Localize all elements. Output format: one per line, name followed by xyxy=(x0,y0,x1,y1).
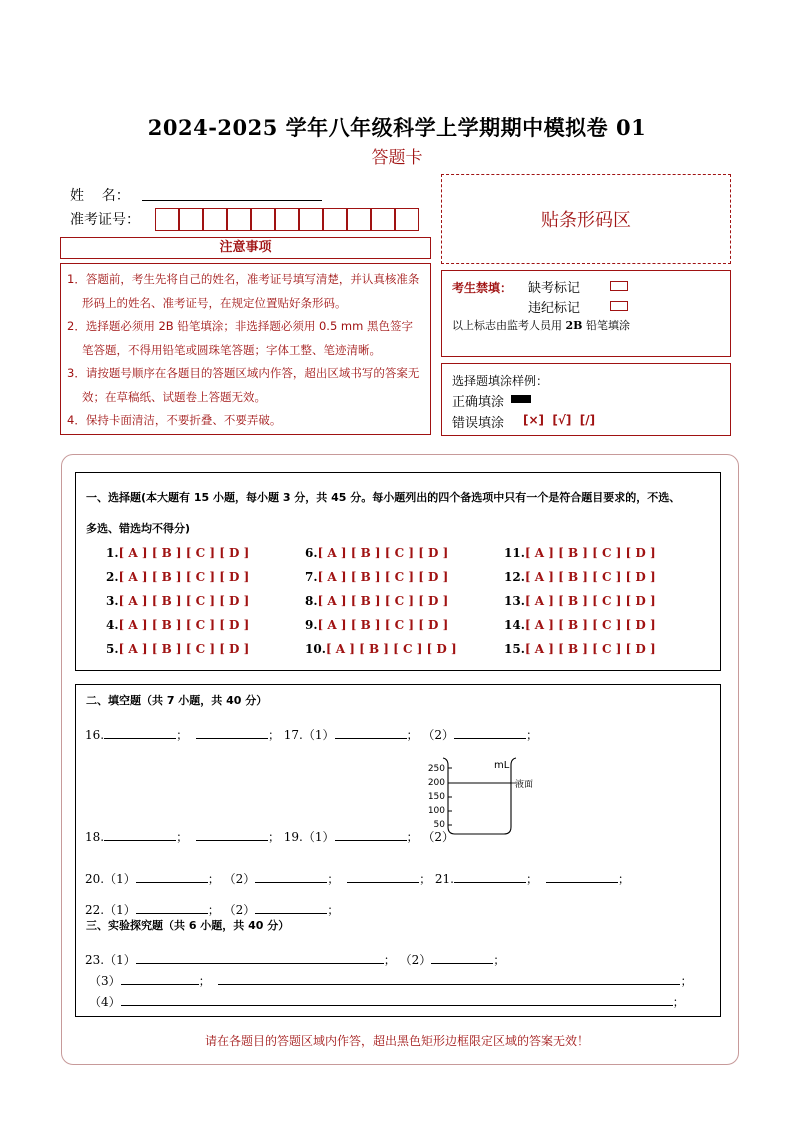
answer-blank[interactable] xyxy=(546,871,618,883)
question-number: 5. xyxy=(106,642,119,656)
question-number: 10. xyxy=(305,642,326,656)
forbidden-note-pre: 以上标志由监考人员用 xyxy=(452,319,562,332)
notice-item: 1．答题前，考生先将自己的姓名，准考证号填写清楚，并认真核准条形码上的姓名、准考证号，在规定位置贴好条形码。 xyxy=(67,272,420,310)
id-digit-box[interactable] xyxy=(299,208,323,231)
violation-mark-label: 违纪标记 xyxy=(528,301,581,316)
filled-sample-mark xyxy=(511,395,531,403)
answer-options[interactable]: [ A ] [ B ] [ C ] [ D ] xyxy=(118,546,250,560)
notice-item: 3．请按题号顺序在各题目的答题区域内作答，超出区域书写的答案无效；在草稿纸、试题卷上答题无效。 xyxy=(67,366,420,404)
answer-blank[interactable] xyxy=(218,973,680,985)
separator: ； xyxy=(327,872,340,886)
answer-blank[interactable] xyxy=(196,727,268,739)
answer-options[interactable]: [ A ] [ B ] [ C ] [ D ] xyxy=(317,570,449,584)
q22-part2-label: （2） xyxy=(223,903,256,917)
q22-label: 22.（1） xyxy=(85,903,136,917)
choice-question xyxy=(305,570,448,584)
question-number: 9. xyxy=(305,618,318,632)
id-digit-box[interactable] xyxy=(251,208,275,231)
choice-question xyxy=(305,618,448,632)
answer-blank[interactable] xyxy=(104,829,176,841)
answer-blank[interactable] xyxy=(335,727,407,739)
question-number: 7. xyxy=(305,570,318,584)
choice-question xyxy=(305,546,448,560)
separator: ； xyxy=(406,830,419,844)
q20-row xyxy=(85,870,630,887)
answer-options[interactable]: [ A ] [ B ] [ C ] [ D ] xyxy=(317,594,449,608)
q19-part2-label: （2） xyxy=(422,830,454,844)
question-number: 4. xyxy=(106,618,119,632)
separator: ； xyxy=(267,728,280,742)
answer-options[interactable]: [ A ] [ B ] [ C ] [ D ] xyxy=(118,642,250,656)
id-digit-box[interactable] xyxy=(275,208,299,231)
page-title: 2024-2025 学年八年级科学上学期期中模拟卷 01 xyxy=(147,115,647,140)
answer-blank[interactable] xyxy=(454,727,526,739)
id-digit-box[interactable] xyxy=(203,208,227,231)
q23-part2-label: （2） xyxy=(399,953,432,967)
answer-blank[interactable] xyxy=(104,727,176,739)
separator: ； xyxy=(680,974,693,988)
barcode-area xyxy=(441,174,731,264)
choice-section xyxy=(75,472,721,671)
question-number: 6. xyxy=(305,546,318,560)
answer-blank[interactable] xyxy=(136,871,208,883)
sample-correct-label: 正确填涂 xyxy=(452,395,505,410)
id-digit-box[interactable] xyxy=(347,208,371,231)
violation-mark-box[interactable] xyxy=(610,301,628,311)
choice-question xyxy=(106,570,249,584)
beaker-scale xyxy=(421,762,445,832)
notice-item: 4．保持卡面清洁，不要折叠、不要弄破。 xyxy=(67,413,282,427)
sample-wrong-label: 错误填涂 xyxy=(452,416,505,431)
name-label: 姓 名： xyxy=(70,188,130,204)
question-number: 2. xyxy=(106,570,119,584)
page-subtitle: 答题卡 xyxy=(371,148,423,168)
q23-part3-row xyxy=(89,972,693,989)
notice-title: 注意事项 xyxy=(60,237,431,259)
q17-label: 17.（1） xyxy=(283,728,335,742)
choice-question xyxy=(106,642,249,656)
answer-blank[interactable] xyxy=(255,902,327,914)
sample-title: 选择题填涂样例： xyxy=(452,374,549,388)
forbidden-note-post: 铅笔填涂 xyxy=(585,319,630,332)
forbidden-note xyxy=(452,317,630,333)
fill-section xyxy=(75,684,721,1017)
answer-options[interactable]: [ A ] [ B ] [ C ] [ D ] xyxy=(317,546,449,560)
answer-blank[interactable] xyxy=(196,829,268,841)
q21-label: 21. xyxy=(434,872,454,886)
id-digit-box[interactable] xyxy=(227,208,251,231)
beaker-tick: 250 xyxy=(427,764,445,774)
answer-blank[interactable] xyxy=(431,952,493,964)
absent-mark-box[interactable] xyxy=(610,281,628,291)
separator: ； xyxy=(406,728,419,742)
choice-question xyxy=(504,570,656,584)
choice-question xyxy=(305,594,448,608)
answer-options[interactable]: [ A ] [ B ] [ C ] [ D ] xyxy=(524,546,656,560)
separator: ； xyxy=(526,728,539,742)
q23-part4-row xyxy=(89,993,685,1010)
answer-options[interactable]: [ A ] [ B ] [ C ] [ D ] xyxy=(325,642,457,656)
forbidden-label: 考生禁填： xyxy=(452,281,513,295)
answer-options[interactable]: [ A ] [ B ] [ C ] [ D ] xyxy=(317,618,449,632)
q23-part3-label: （3） xyxy=(89,974,121,988)
separator: ； xyxy=(176,728,189,742)
q20-label: 20.（1） xyxy=(85,872,136,886)
answer-blank[interactable] xyxy=(136,902,208,914)
answer-options[interactable]: [ A ] [ B ] [ C ] [ D ] xyxy=(118,618,250,632)
answer-options[interactable]: [ A ] [ B ] [ C ] [ D ] xyxy=(118,594,250,608)
beaker-tick: 200 xyxy=(427,778,445,788)
sample-box xyxy=(441,363,731,436)
question-number: 8. xyxy=(305,594,318,608)
separator: ； xyxy=(672,995,685,1009)
forbidden-note-bold: 2B xyxy=(565,319,583,332)
q18-label: 18. xyxy=(85,830,105,844)
id-digit-box[interactable] xyxy=(371,208,395,231)
separator: ； xyxy=(198,974,211,988)
experiment-heading: 三、实验探究题（共 6 小题，共 40 分） xyxy=(86,919,290,932)
answer-options[interactable]: [ A ] [ B ] [ C ] [ D ] xyxy=(524,618,656,632)
separator: ； xyxy=(526,872,539,886)
choice-question xyxy=(106,594,249,608)
choice-question xyxy=(305,642,457,656)
q19-label: 19.（1） xyxy=(283,830,335,844)
sample-wrong-marks: [×] [√] [/] xyxy=(523,413,596,427)
beaker-figure xyxy=(421,753,551,838)
choice-question xyxy=(504,642,656,656)
answer-blank[interactable] xyxy=(335,829,407,841)
answer-blank[interactable] xyxy=(347,871,419,883)
choice-question xyxy=(504,618,656,632)
separator: ； xyxy=(617,872,630,886)
answer-blank[interactable] xyxy=(454,871,526,883)
liquid-level-label: 液面 xyxy=(515,780,534,790)
separator: ； xyxy=(493,953,506,967)
choice-question xyxy=(504,594,656,608)
answer-options[interactable]: [ A ] [ B ] [ C ] [ D ] xyxy=(118,570,250,584)
separator: ； xyxy=(176,830,189,844)
name-field[interactable] xyxy=(142,200,322,201)
choice-question xyxy=(106,546,249,560)
choice-heading-line2: 多选、错选均不得分) xyxy=(86,522,191,535)
footer-warning: 请在各题目的答题区域内作答，超出黑色矩形边框限定区域的答案无效！ xyxy=(204,1034,589,1048)
answer-blank[interactable] xyxy=(136,952,384,964)
notice-box xyxy=(60,263,431,435)
forbidden-box xyxy=(441,270,731,357)
id-digit-box[interactable] xyxy=(323,208,347,231)
separator: ； xyxy=(207,872,220,886)
choice-question xyxy=(504,546,656,560)
question-number: 1. xyxy=(106,546,119,560)
question-number: 12. xyxy=(504,570,525,584)
question-number: 15. xyxy=(504,642,525,656)
id-digit-box[interactable] xyxy=(179,208,203,231)
answer-blank[interactable] xyxy=(121,994,673,1006)
beaker-unit: mL xyxy=(494,760,510,771)
question-number: 3. xyxy=(106,594,119,608)
separator: ； xyxy=(383,953,396,967)
answer-options[interactable]: [ A ] [ B ] [ C ] [ D ] xyxy=(524,594,656,608)
separator: ； xyxy=(207,903,220,917)
beaker-tick: 50 xyxy=(433,820,445,830)
answer-blank[interactable] xyxy=(121,973,199,985)
q20-part2-label: （2） xyxy=(223,872,256,886)
barcode-label: 贴条形码区 xyxy=(541,210,631,231)
q16-row xyxy=(85,726,538,743)
separator: ； xyxy=(327,903,340,917)
answer-blank[interactable] xyxy=(255,871,327,883)
id-digit-box[interactable] xyxy=(155,208,179,231)
id-digit-box[interactable] xyxy=(395,208,419,231)
question-number: 14. xyxy=(504,618,525,632)
beaker-tick: 150 xyxy=(427,792,445,802)
separator: ； xyxy=(419,872,432,886)
q17-part2-label: （2） xyxy=(422,728,454,742)
q18-row xyxy=(85,828,454,845)
notice-item: 2．选择题必须用 2B 铅笔填涂；非选择题必须用 0.5 mm 黑色签字笔答题，不得用铅笔或圆珠笔答题；字体工整、笔迹清晰。 xyxy=(67,319,413,357)
answer-options[interactable]: [ A ] [ B ] [ C ] [ D ] xyxy=(524,642,656,656)
choice-question xyxy=(106,618,249,632)
fill-heading: 二、填空题（共 7 小题，共 40 分） xyxy=(86,694,268,707)
q23-row xyxy=(85,951,505,968)
answer-options[interactable]: [ A ] [ B ] [ C ] [ D ] xyxy=(524,570,656,584)
beaker-tick: 100 xyxy=(427,806,445,816)
q16-label: 16. xyxy=(85,728,105,742)
q22-row xyxy=(85,901,339,918)
absent-mark-label: 缺考标记 xyxy=(528,281,581,296)
q23-part4-label: （4） xyxy=(89,995,121,1009)
question-number: 11. xyxy=(504,546,525,560)
separator: ； xyxy=(267,830,280,844)
question-number: 13. xyxy=(504,594,525,608)
q23-label: 23.（1） xyxy=(85,953,136,967)
id-label: 准考证号： xyxy=(70,212,140,228)
choice-heading-line1: 一、选择题(本大题有 15 小题，每小题 3 分，共 45 分。每小题列出的四个备选项中只有一个是符合题目要求的，不选、 xyxy=(86,491,681,504)
